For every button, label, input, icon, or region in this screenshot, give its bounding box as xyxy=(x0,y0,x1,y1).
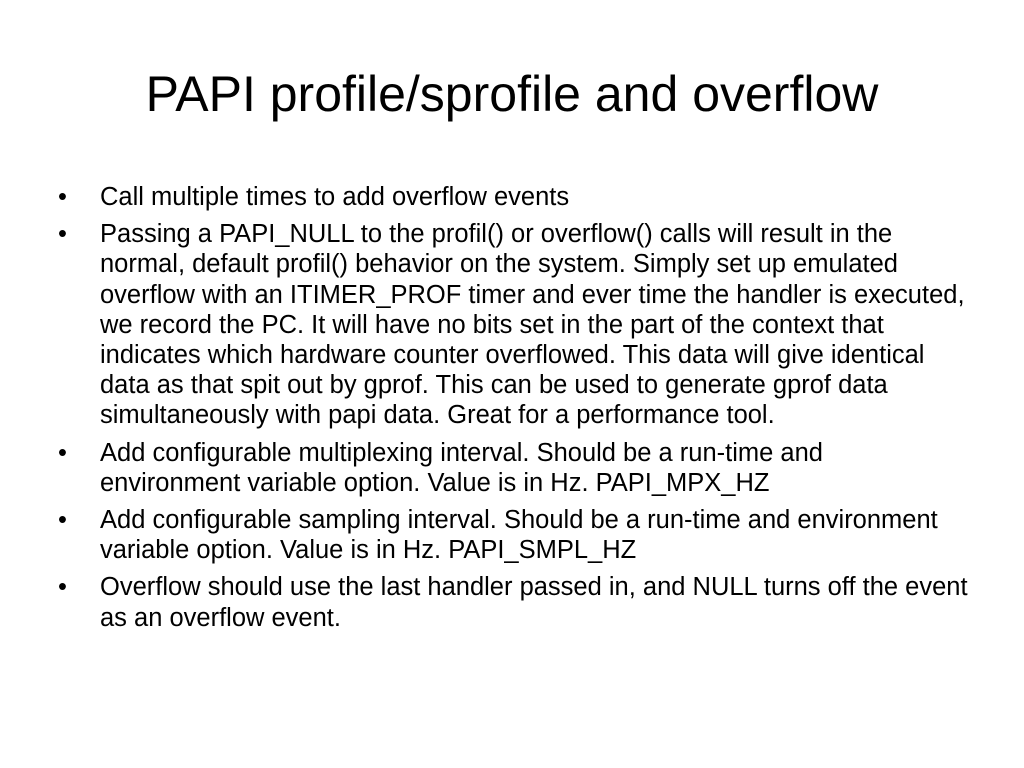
bullet-marker: • xyxy=(58,220,67,249)
bullet-marker: • xyxy=(58,506,67,535)
bullet-item xyxy=(58,219,968,430)
bullet-item xyxy=(58,438,968,498)
bullet-text: Add configurable sampling interval. Should be a run-time and environment variable option. Value is in Hz. PAPI_SMPL_HZ xyxy=(100,506,938,565)
bullet-text: Add configurable multiplexing interval. Should be a run-time and environment variable option. Value is in Hz. PAPI_MPX_HZ xyxy=(100,438,823,497)
bullet-marker: • xyxy=(58,438,67,467)
bullet-item xyxy=(58,572,968,632)
bullet-marker: • xyxy=(58,573,67,602)
bullet-text: Overflow should use the last handler passed in, and NULL turns off the event as an overflow event. xyxy=(100,573,968,632)
bullet-list xyxy=(58,182,968,640)
bullet-marker: • xyxy=(58,183,67,211)
bullet-item xyxy=(58,182,968,212)
bullet-item xyxy=(58,505,968,565)
bullet-text: Passing a PAPI_NULL to the profil() or overflow() calls will result in the normal, default profil() behavior on the system. Simply set up emulated overflow with an ITIMER_PROF timer and ever time the handler is executed, we record the PC. It will have no bits set in the part of the context that indicates which hardware counter overflowed. This data will give identical data as that spit out by gprof. This can be used to generate gprof data simultaneously with papi data. Great for a performance tool. xyxy=(100,220,965,430)
slide-title: PAPI profile/sprofile and overflow xyxy=(145,66,879,122)
bullet-text: Call multiple times to add overflow events xyxy=(100,183,570,211)
